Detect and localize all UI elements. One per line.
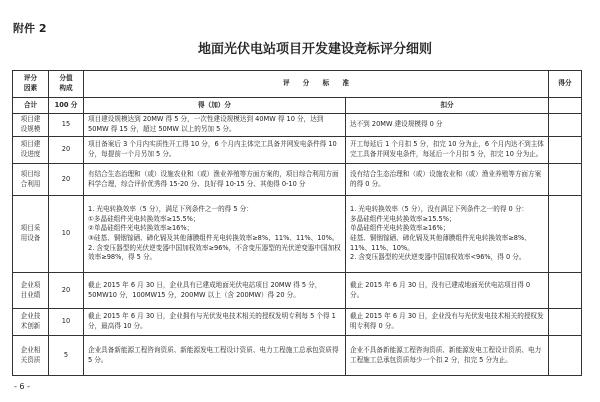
table-row: [13, 164, 582, 196]
total-label: 合计: [13, 98, 49, 114]
points-cell: 20: [49, 273, 84, 309]
score-cell: [549, 336, 582, 376]
header-criteria: 评 分 标 准: [84, 71, 549, 98]
points-cell: 20: [49, 137, 84, 164]
deduct-cell: 达不到 20MW 建设规模得 0 分: [346, 114, 549, 137]
score-cell: [549, 137, 582, 164]
deduct-cell: 截止 2015 年 6 月 30 日，企业没有与光伏发电技术相关的授权发明专利得 0 分。: [346, 309, 549, 336]
table-row: [13, 196, 582, 273]
gain-cell: 1. 光电转换效率（5 分），满足下列条件之一的得 5 分： ①多晶硅组件光电转换效率≥15.5%； ②单晶硅组件光电转换效率≥16%； ③硅基、铜铟镓硒、碲化镉及其他薄膜组件光电转换效率≥8%、11%、11%、10%。 2. 含变压器型的光伏逆变器中国加权效率≥96%，不含变压器型的光伏逆变器中国加权效率≥98%，得 5 分。: [84, 196, 346, 273]
table-row: [13, 137, 582, 164]
gain-header: 得（加）分: [84, 98, 346, 114]
score-cell: [549, 196, 582, 273]
points-cell: 10: [49, 196, 84, 273]
table-row: [13, 336, 582, 376]
score-cell: [549, 273, 582, 309]
gain-cell: 截止 2015 年 6 月 30 日，企业具有已建成地面光伏电站项目 20MW 得 5 分，50MW10 分，100MW15 分，200MW 以上（含 200MW）得 20 分。: [84, 273, 346, 309]
scoring-table: [12, 70, 582, 376]
table-row: [13, 114, 582, 137]
header-factor: 评分 因素: [13, 71, 49, 98]
deduct-cell: 1. 光电转换效率（5 分），没有满足下列条件之一的得 0 分： 多晶硅组件光电转换效率≥15.5%； 单晶硅组件光电转换效率≥16%； 硅基、铜铟镓硒、碲化镉及其他薄膜组件光电转换效率≥8%、11%、11%、10%。 2. 含变压器型的光伏逆变器中国加权效率<96%，得 0 分。: [346, 196, 549, 273]
score-cell: [549, 114, 582, 137]
deduct-cell: 开工每延后 1 个月扣 5 分，扣完 10 分为止，6 个月内达不到主体完工具备并网发电条件，每延后一个月扣 5 分，扣完 10 分为止。: [346, 137, 549, 164]
deduct-header: 扣分: [346, 98, 549, 114]
factor-cell: 项目综 合利用: [13, 164, 49, 196]
factor-cell: 企业技 术创新: [13, 309, 49, 336]
gain-cell: 截止 2015 年 6 月 30 日，企业拥有与光伏发电技术相关的授权发明专利每 5 个得 1 分，最高得 10 分。: [84, 309, 346, 336]
gain-cell: 项目建设规模达到 20MW 得 5 分，一次性建设规模达到 40MW 得 10 分，达到 50MW 得 15 分，超过 50MW 以上的另加 5 分。: [84, 114, 346, 137]
attachment-label: 附件 2: [13, 22, 47, 35]
gain-cell: 企业具备新能源工程咨询资质、新能源发电工程设计资质、电力工程施工总承包资质得 5 分。: [84, 336, 346, 376]
header-score: 得分: [549, 71, 582, 98]
gain-cell: 有结合生态治理和（或）设施农业和（或）渔业养殖等方面方案的，项目综合利用方面科学合理，综合评价优秀得 15-20 分、良好得 10-15 分、其他得 0-10 分: [84, 164, 346, 196]
factor-cell: 企业相 关资质: [13, 336, 49, 376]
table-row: [13, 309, 582, 336]
total-row: [13, 98, 582, 114]
page-number: - 6 -: [14, 382, 30, 391]
gain-cell: 项目备案后 3 个月内实质性开工得 10 分，6 个月内主体完工具备并网发电条件得 10 分，每提前一个月另加 5 分。: [84, 137, 346, 164]
factor-cell: 项目采 用设备: [13, 196, 49, 273]
factor-cell: 项目建 设规模: [13, 114, 49, 137]
header-points: 分值 构成: [49, 71, 84, 98]
points-cell: 20: [49, 164, 84, 196]
header-row: [13, 71, 582, 98]
factor-cell: 企业项 目业绩: [13, 273, 49, 309]
deduct-cell: 截止 2015 年 6 月 30 日，没有已建成地面光伏电站项目得 0 分。: [346, 273, 549, 309]
score-cell: [549, 164, 582, 196]
deduct-cell: 企业不具备新能源工程咨询资质、新能源发电工程设计资质、电力工程施工总承包资质每少一个扣 2 分，扣完 5 分为止。: [346, 336, 549, 376]
score-cell: [549, 98, 582, 114]
deduct-cell: 没有结合生态治理和（或）设施农业和（或）渔业养殖等方面方案的得 0 分。: [346, 164, 549, 196]
factor-cell: 项目建 设进度: [13, 137, 49, 164]
table-row: [13, 273, 582, 309]
points-cell: 5: [49, 336, 84, 376]
page-title: 地面光伏电站项目开发建设竞标评分细则: [197, 42, 432, 57]
points-cell: 10: [49, 309, 84, 336]
score-cell: [549, 309, 582, 336]
points-cell: 15: [49, 114, 84, 137]
total-points: 100 分: [49, 98, 84, 114]
